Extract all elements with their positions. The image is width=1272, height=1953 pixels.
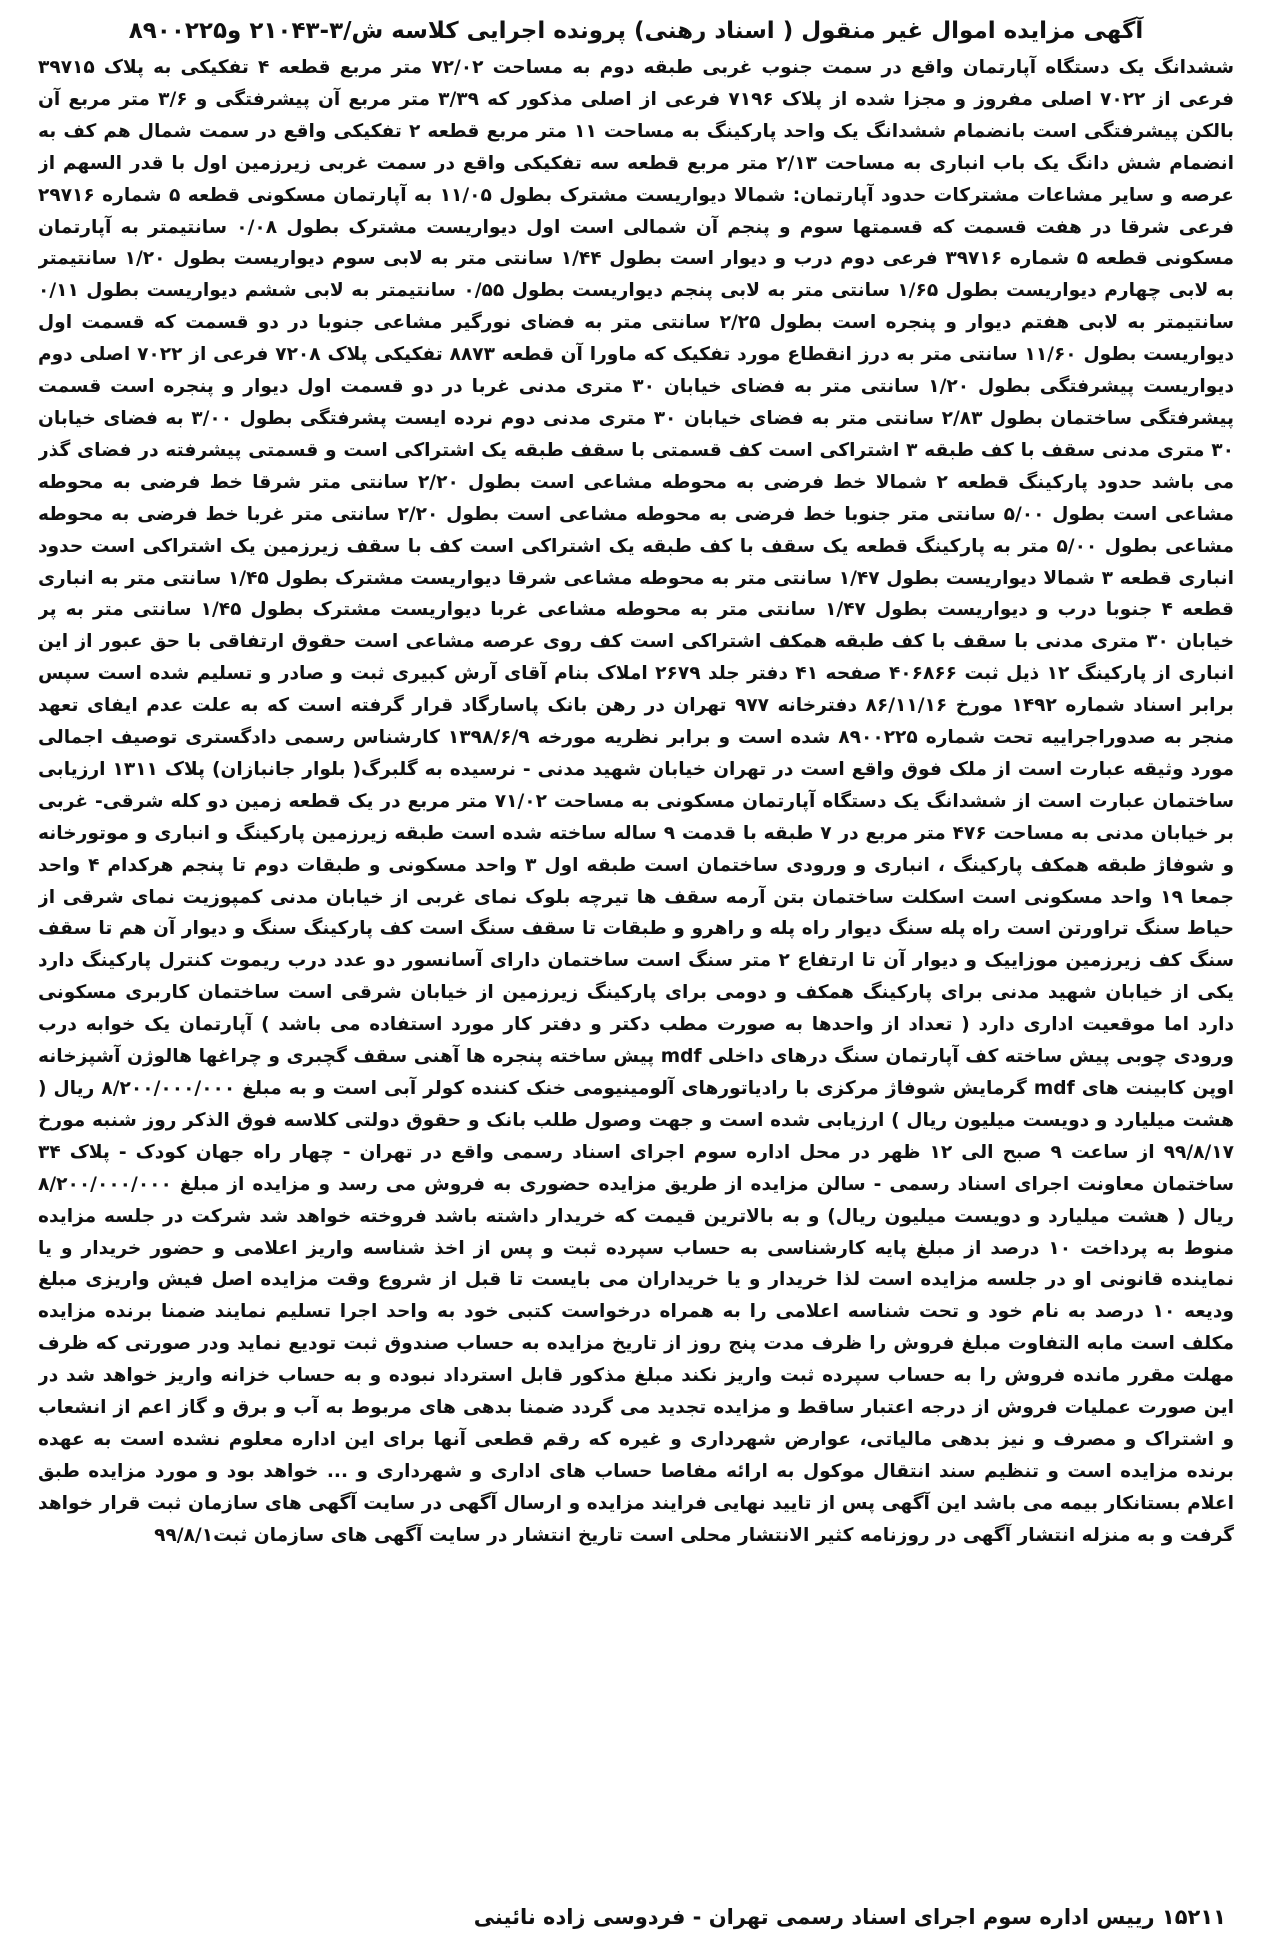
- auction-notice: [38, 14, 1234, 1934]
- notice-signature: ۱۵۲۱۱ رییس اداره سوم اجرای اسناد رسمی تهران - فردوسی زاده نائینی: [473, 1905, 1226, 1929]
- notice-paragraph: ششدانگ یک دستگاه آپارتمان واقع در سمت جنوب غربی طبقه دوم به مساحت ۷۲/۰۲ متر مربع قطعه ۴ تفکیکی به پلاک ۳۹۷۱۵ فرعی از ۷۰۲۲ اصلی مفروز و مجزا شده از پلاک ۷۱۹۶ فرعی از اصلی مذکور که ۳/۳۹ متر مربع آن پیشرفتگی و ۳/۶ متر مربع آن بالکن پیشرفتگی است بانضمام ششدانگ یک واحد پارکینگ به مساحت ۱۱ متر مربع قطعه ۲ تفکیکی واقع در سمت شمال هم کف به انضمام شش دانگ یک باب انباری به مساحت ۲/۱۳ متر مربع قطعه سه تفکیکی واقع در سمت غربی زیرزمین اول با قدر السهم از عرصه و سایر مشاعات مشترکات حدود آپارتمان: شمالا دیواریست مشترک بطول ۱۱/۰۵ به آپارتمان مسکونی قطعه ۵ شماره ۲۹۷۱۶ فرعی شرقا در هفت قسمت که قسمتها سوم و پنجم آن شمالی است اول دیواریست مشترک بطول ۰/۰۸ سانتیمتر به آپارتمان مسکونی قطعه ۵ شماره ۳۹۷۱۶ فرعی دوم درب و دیوار است بطول ۱/۴۴ سانتی متر به لابی سوم دیواریست بطول ۱/۲۰ سانتیمتر به لابی چهارم دیواریست بطول ۱/۶۵ سانتی متر به لابی پنجم دیواریست بطول ۰/۵۵ سانتیمتر به لابی ششم دیواریست بطول ۰/۱۱ سانتیمتر به لابی هفتم دیوار و پنجره است بطول ۲/۲۵ سانتی متر به فضای نورگیر مشاعی جنوبا در دو قسمت که قسمت اول دیواریست بطول ۱۱/۶۰ سانتی متر به درز انقطاع مورد تفکیک که ماورا آن قطعه ۸۸۷۳ تفکیکی پلاک ۷۲۰۸ فرعی از ۷۰۲۲ اصلی دوم دیواریست پیشرفتگی بطول ۱/۲۰ سانتی متر به فضای خیابان ۳۰ متری مدنی غربا در دو قسمت اول دیوار و پنجره است قسمت پیشرفتگی ساختمان بطول ۲/۸۳ سانتی متر به فضای خیابان ۳۰ متری مدنی دوم نرده ایست پشرفتگی بطول ۳/۰۰ به فضای خیابان ۳۰ متری مدنی سقف با کف طبقه ۳ اشتراکی است کف قسمتی با سقف طبقه یک اشتراکی است و قسمتی پیشرفته در فضای گذر می باشد حدود پارکینگ قطعه ۲ شمالا خط فرضی به محوطه مشاعی است بطول ۲/۲۰ سانتی متر شرقا خط فرضی به محوطه مشاعی است بطول ۵/۰۰ سانتی متر جنوبا خط فرضی به محوطه مشاعی است بطول ۲/۲۰ سانتی متر غربا خط فرضی به محوطه مشاعی بطول ۵/۰۰ متر به پارکینگ قطعه یک سقف با کف طبقه یک اشتراکی است کف با سقف زیرزمین یک اشتراکی است حدود انباری قطعه ۳ شمالا دیواریست بطول ۱/۴۷ سانتی متر به محوطه مشاعی شرقا دیواریست مشترک بطول ۱/۴۵ سانتی متر به انباری قطعه ۴ جنوبا درب و دیواریست بطول ۱/۴۷ سانتی متر به محوطه مشاعی غربا دیواریست مشترک بطول ۱/۴۵ سانتی متر به پر خیابان ۳۰ متری مدنی با سقف با کف طبقه همکف اشتراکی است کف روی عرصه مشاعی است حقوق ارتفاقی با حق عبور از این انباری از پارکینگ ۱۲ ذیل ثبت ۴۰۶۸۶۶ صفحه ۴۱ دفتر جلد ۲۶۷۹ املاک بنام آقای آرش کبیری ثبت و صادر و تسلیم شده است سپس برابر اسناد شماره ۱۴۹۲ مورخ ۸۶/۱۱/۱۶ دفترخانه ۹۷۷ تهران در رهن بانک پاسارگاد قرار گرفته است که به علت عدم ایفای تعهد منجر به صدوراجراییه تحت شماره ۸۹۰۰۲۲۵ شده است و برابر نظریه مورخه ۱۳۹۸/۶/۹ کارشناس رسمی دادگستری توصیف اجمالی مورد وثیقه عبارت است از ملک فوق واقع است در تهران خیابان شهید مدنی - نرسیده به گلبرگ( بلوار جانبازان) پلاک ۱۳۱۱ ارزیابی ساختمان عبارت است از ششدانگ یک دستگاه آپارتمان مسکونی به مساحت ۷۱/۰۲ متر مربع در یک قطعه زمین دو کله شرقی- غربی بر خیابان مدنی به مساحت ۴۷۶ متر مربع در ۷ طبقه با قدمت ۹ ساله ساخته شده است طبقه زیرزمین پارکینگ و انباری و موتورخانه و شوفاژ طبقه همکف پارکینگ ، انباری و ورودی ساختمان است طبقه اول ۳ واحد مسکونی و طبقات دوم تا پنجم هرکدام ۴ واحد جمعا ۱۹ واحد مسکونی است اسکلت ساختمان بتن آرمه سقف ها تیرچه بلوک نمای غربی از خیابان مدنی کمپوزیت نمای شرقی از حیاط سنگ تراورتن است راه پله سنگ دیوار راه پله و راهرو و طبقات تا سقف سنگ است کف پارکینگ سنگ و دیوار آن هم تا سقف سنگ کف زیرزمین موزاییک و دیوار آن تا ارتفاع ۲ متر سنگ است ساختمان دارای آسانسور دو عدد درب ریموت کنترل پارکینگ دارد یکی از خیابان شهید مدنی برای پارکینگ همکف و دومی برای پارکینگ زیرزمین از خیابان شرقی است ساختمان کاربری مسکونی دارد اما موقعیت اداری دارد ( تعداد از واحدها به صورت مطب دکتر و دفتر کار مورد استفاده می باشد ) آپارتمان یک خوابه درب ورودی چوبی پیش ساخته کف آپارتمان سنگ درهای داخلی mdf پیش ساخته پنجره ها آهنی سقف گچبری و چراغها هالوژن آشپزخانه اوپن کابینت های mdf گرمایش شوفاژ مرکزی با رادیاتورهای آلومینیومی خنک کننده کولر آبی است و به مبلغ ۸/۲۰۰/۰۰۰/۰۰۰ ریال ( هشت میلیارد و دویست میلیون ریال ) ارزیابی شده است و جهت وصول طلب بانک و حقوق دولتی کلاسه فوق الذکر روز شنبه مورخ ۹۹/۸/۱۷ از ساعت ۹ صبح الی ۱۲ ظهر در محل اداره سوم اجرای اسناد رسمی واقع در تهران - چهار راه جهان کودک - پلاک ۳۴ ساختمان معاونت اجرای اسناد رسمی - سالن مزایده از طریق مزایده حضوری به فروش می رسد و مزایده از مبلغ ۸/۲۰۰/۰۰۰/۰۰۰ ریال ( هشت میلیارد و دویست میلیون ریال) و به بالاترین قیمت که خریدار داشته باشد فروخته خواهد شد شرکت در جلسه مزایده منوط به پرداخت ۱۰ درصد از مبلغ پایه کارشناسی به حساب سپرده ثبت و پس از اخذ شناسه واریز اعلامی و حضور خریدار و یا نماینده قانونی او در جلسه مزایده است لذا خریدار و یا خریداران می بایست تا قبل از شروع وقت مزایده اصل فیش واریزی مبلغ ودیعه ۱۰ درصد به نام خود و تحت شناسه اعلامی را به همراه درخواست کتبی خود به واحد اجرا تسلیم نمایند ضمنا برنده مزایده مکلف است مابه التفاوت مبلغ فروش را ظرف مدت پنج روز از تاریخ مزایده به حساب صندوق ثبت تودیع نماید ودر صورتی که ظرف مهلت مقرر مانده فروش را به حساب سپرده ثبت واریز نکند مبلغ مذکور قابل استرداد نبوده و به حساب خزانه واریز خواهد شد در این صورت عملیات فروش از درجه اعتبار ساقط و مزایده تجدید می گردد ضمنا بدهی های مربوط به آب و برق و گاز اعم از انشعاب و اشتراک و مصرف و نیز بدهی مالیاتی، عوارض شهرداری و غیره که رقم قطعی آنها برای این اداره معلوم نشده است به عهده برنده مزایده است و تنظیم سند انتقال موکول به ارائه مفاصا حساب های اداری و شهرداری و ... خواهد بود و مورد مزایده طبق اعلام بستانکار بیمه می باشد این آگهی پس از تایید نهایی فرایند مزایده و ارسال آگهی در سایت آگهی های سازمان ثبت قرار خواهد گرفت و به منزله انتشار آگهی در روزنامه کثیر الانتشار محلی است تاریخ انتشار در سایت آگهی های سازمان ثبت۹۹/۸/۱: [38, 57, 1234, 1546]
- notice-body: [38, 52, 1234, 1852]
- notice-title: آگهی مزایده اموال غیر منقول ( اسناد رهنی) پرونده اجرایی کلاسه ش/۳-۲۱۰۴۳ و۸۹۰۰۲۲۵: [128, 18, 1144, 44]
